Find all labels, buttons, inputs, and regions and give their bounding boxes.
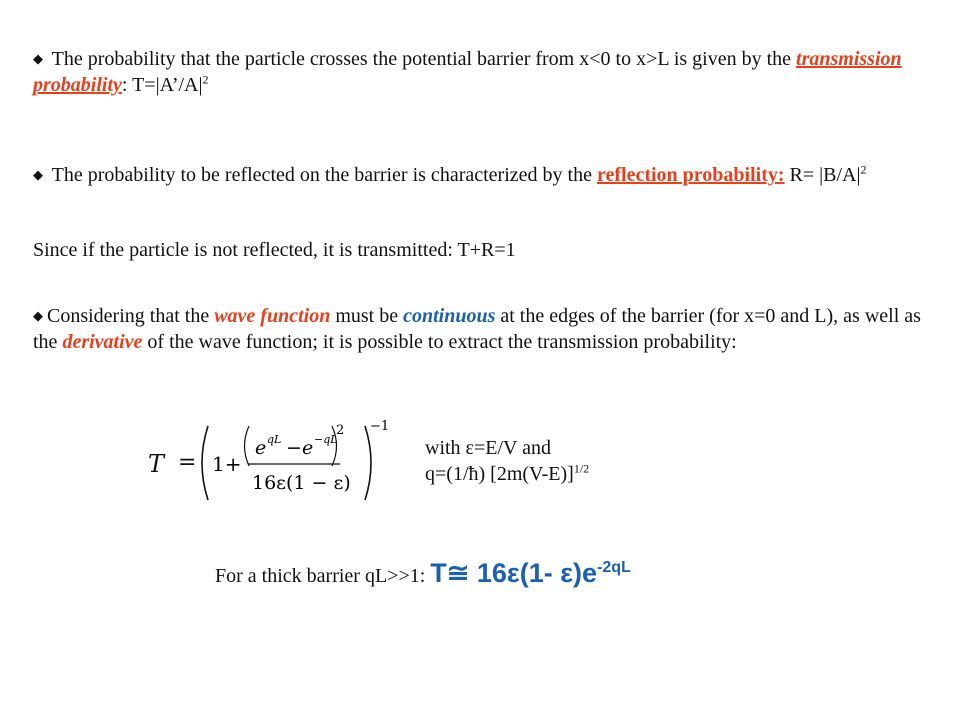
- equation-definitions: [425, 435, 589, 487]
- term-transmission-probability: transmission probability: [33, 48, 902, 96]
- outer-left-paren: [202, 426, 208, 500]
- paragraph-continuity: ◆ Considering that the wave function must be continuous at the edges of the barrier (for x=0 and L), as well as the derivative of the wave function; it is possible to extract the transmission probability:: [33, 305, 921, 353]
- inner-left-paren: [245, 426, 250, 466]
- term-reflection-probability: reflection probability:: [596, 164, 785, 186]
- numerator-e1: e: [255, 437, 267, 459]
- outer-right-paren: [365, 426, 371, 500]
- thick-barrier-approximation: [215, 558, 631, 589]
- equation-body: [148, 420, 398, 506]
- equation-one-plus: 1+: [212, 452, 242, 476]
- term-wave-function: wave function: [214, 305, 331, 327]
- paragraph-sum-rule: Since if the particle is not reflected, it is transmitted: T+R=1: [33, 239, 516, 261]
- denominator: 16ε(1 − ε): [252, 472, 351, 494]
- outer-exponent: −1: [370, 420, 390, 434]
- definition-q: q=(1/ħ) $[2m(V-E)]^{1/2}$: [425, 461, 590, 485]
- diamond-bullet-icon: ◆: [33, 51, 43, 66]
- paragraph-reflection: ◆ The probability to be reflected on the barrier is characterized by the reflection probability: $R= |B/A|^2$: [33, 162, 867, 186]
- equation-lhs: T: [148, 450, 165, 478]
- thick-barrier-label: For a thick barrier qL>>1:: [215, 565, 431, 587]
- diamond-bullet-icon: ◆: [33, 308, 43, 323]
- numerator-exp1: qL: [267, 433, 282, 446]
- definition-epsilon: with ε=E/V and: [425, 437, 551, 459]
- equation-equals: =: [178, 450, 197, 475]
- term-continuous: continuous: [403, 305, 496, 327]
- diamond-bullet-icon: ◆: [33, 167, 43, 182]
- paragraph-transmission: ◆ The probability that the particle crosses the potential barrier from x<0 to x>L is given by the transmission probability: $T=|A’/A|^2$: [33, 48, 902, 96]
- transmission-equation: [148, 420, 398, 506]
- term-derivative: derivative: [62, 331, 143, 353]
- thick-barrier-formula: T≅ 16ε(1- $\varepsilon)e^{-2qL}$: [430, 558, 631, 588]
- numerator-minus: −: [286, 437, 302, 459]
- square-exponent: 2: [336, 423, 345, 438]
- numerator-exp2: −qL: [314, 433, 338, 446]
- numerator-e2: e: [302, 437, 314, 459]
